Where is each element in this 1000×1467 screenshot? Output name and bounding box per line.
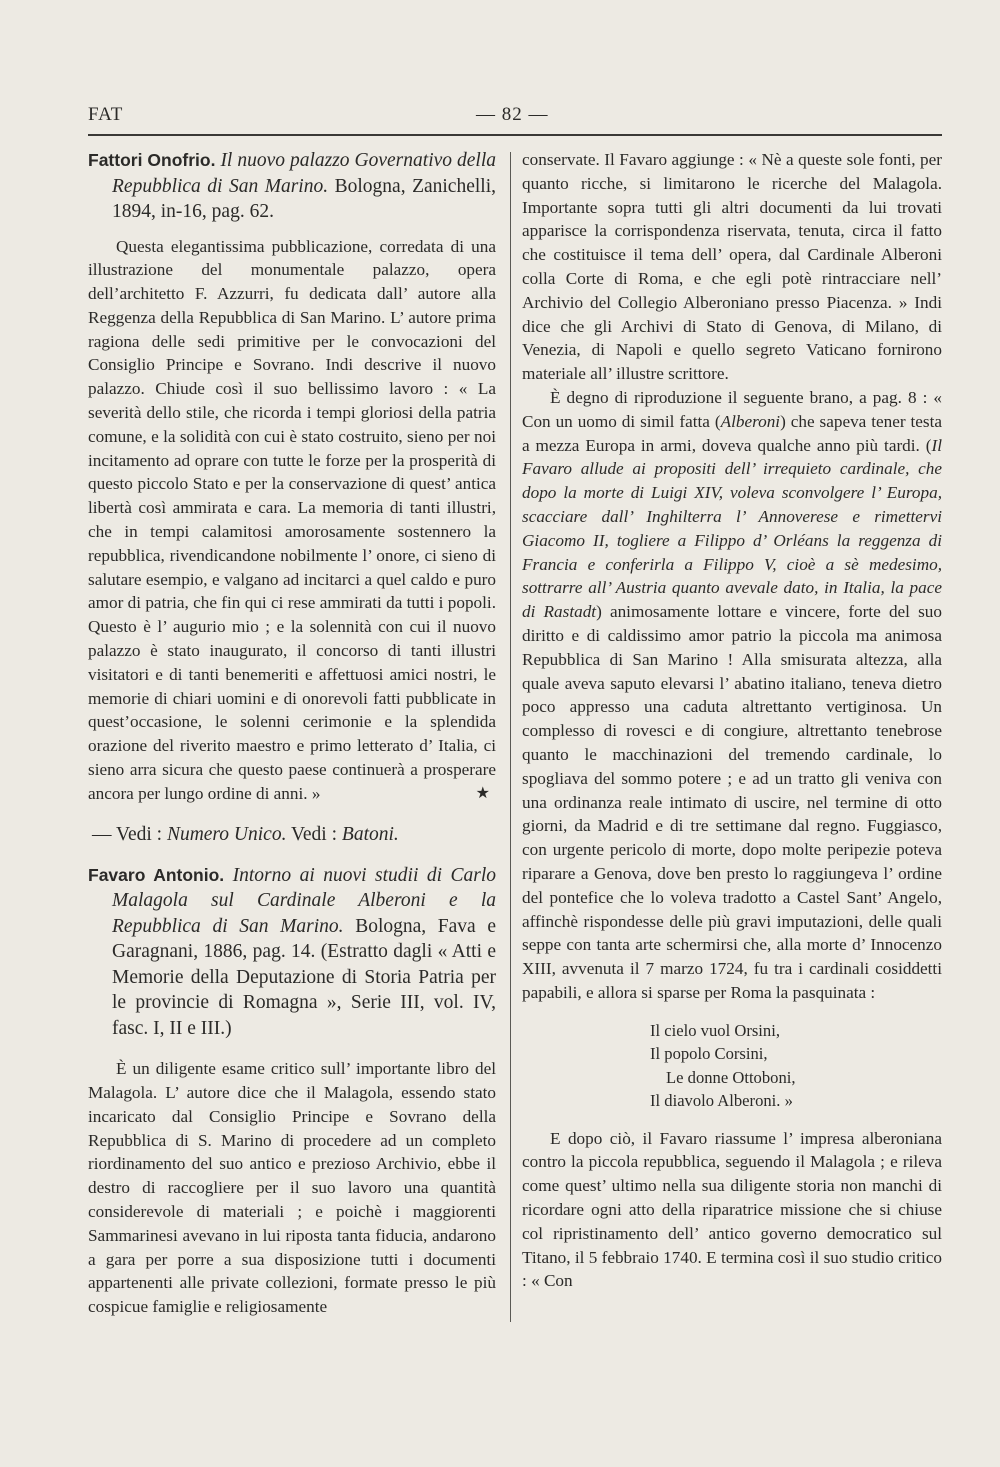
entry-author: Fattori Onofrio. bbox=[88, 150, 216, 170]
closing-paragraph: E dopo ciò, il Favaro riassume l’ impresa alberoniana contro la piccola repubblica, seguendo il Malagola ; e rileva come quest’ ultimo nella sua diligente storia non manchi di ricordare ogni atto della riparatrice missione che si chiuse col ripristinamento dell’ antico governo democratico sul Titano, il 5 febbraio 1740. E termina così il suo studio critico : « Con bbox=[522, 1128, 942, 1291]
header-rule bbox=[88, 134, 942, 136]
entry-title: Il nuovo palazzo Governativo della Repubblica di San Marino. bbox=[112, 150, 496, 197]
entry-body-fattori bbox=[88, 235, 496, 806]
see-also-ref-1: Numero Unico. bbox=[166, 823, 287, 845]
column-divider bbox=[510, 152, 511, 1322]
passage-text: È degno di riproduzione il seguente brano, a pag. 8 : « Con un uomo di simil fatta ( bbox=[522, 387, 942, 431]
see-also-line bbox=[88, 822, 496, 847]
verse-line: Il cielo vuol Orsini, bbox=[650, 1020, 780, 1040]
entry-heading-favaro bbox=[88, 863, 496, 1042]
entry-body-favaro-continued: conservate. Il Favaro aggiunge : « Nè a queste sole fonti, per quanto ricche, si limitarono le ricerche del Malagola. Importante sopra tutti gli altri documenti da lui trovati apparisce la corrispondenza riservata, tenuta, circa il fatto che costituisce il tema dell’ opera, dal Cardinale Alberoni colla Corte di Roma, e che egli potè rintracciare nell’ Archivio del Collegio Alberoniano presso Piacenza. » Indi dice che gli Archivi di Stato di Genova, di Milano, di Venezia, di Napoli e quello segreto Vaticano fornirono materiale all’ illustre scrittore. bbox=[522, 150, 942, 384]
page-number: — 82 — bbox=[476, 104, 549, 125]
passage-text: ) animosamente lottare e vincere, forte del suo diritto e di caldissimo amor patrio la piccola ma animosa Repubblica di San Marino ! Alla smisurata altezza, alla quale aveva saputo elevarsi l’ abatino italiano, teneva dietro poco appresso una caduta altrettanto vertiginosa. Un complesso di rovesci e di congiure, altrettanto tenebrose quanto le macchinazioni del tremendo cardinale, lo spogliava del sommo potere ; e ad un tratto gli veniva con una ordinanza reale intimato di uscire, nel termine di otto giorni, da Madrid e di tre settimane dal regno. Fuggiasco, con urgente pericolo di morte, dopo molte peripezie poteva riparare a Genova, dove ben presto lo raggiungeva l’ ordine del pontefice che lo voleva tradotto a Castel Sant’ Angelo, affinchè rispondesse delle più gravi imputazioni, delle quali seppe con tanta arte schermirsi che, alla morte d’ Innocenzo XIII, avvenuta il 7 marzo 1724, fu tra i cardinali cosiddetti papabili, e allora si sparse per Roma la pasquinata : bbox=[522, 602, 942, 1002]
page-header bbox=[88, 104, 940, 134]
passage-italic-note: Il Favaro allude ai propositi dell’ irrequieto cardinale, che dopo la morte di Luigi XIV, voleva sconvolgere l’ Europa, scacciare dall’ Inghilterra l’ Annoverese e rimettervi Giacomo II, togliere a Filippo d’ Orléans la reggenza di Francia e conferirla a Filippo V, cioè a sè medesimo, sottrarre all’ Austria quanto avevale dato, in Italia, la pace di Rastadt bbox=[522, 435, 942, 622]
entry-title: Intorno ai nuovi studii di Carlo Malagola sul Cardinale Alberoni e la Repubblica di San Marino. bbox=[112, 864, 497, 937]
see-also-label: — Vedi : bbox=[92, 823, 163, 845]
verse-line: Le donne Ottoboni, bbox=[666, 1067, 796, 1087]
pasquinade-verse bbox=[650, 1019, 942, 1113]
star-icon: ★ bbox=[475, 784, 490, 802]
entry-body-favaro-left: È un diligente esame critico sull’ importante libro del Malagola. L’ autore dice che il Malagola, essendo stato incaricato dal Consiglio Principe e Sovrano della Repubblica di S. Marino di procedere ad un completo riordinamento del suo antico e prezioso Archivio, ebbe il destro di raccogliere per il suo lavoro una quantità considerevole di materiali ; e poichè i maggiorenti Sammarinesi avevano in lui riposta tanta fiducia, andarono a gara per porre a sua disposizione tutti i documenti appartenenti alle private collezioni, formate presso le più cospicue famiglie e religiosamente bbox=[88, 1059, 496, 1317]
verse-line: Il diavolo Alberoni. » bbox=[650, 1091, 793, 1111]
left-column bbox=[88, 148, 496, 1319]
verse-line: Il popolo Corsini, bbox=[650, 1044, 768, 1064]
entry-heading-fattori bbox=[88, 148, 496, 225]
section-label: FAT bbox=[88, 104, 124, 125]
quoted-passage bbox=[522, 386, 942, 1005]
passage-italic: Alberoni bbox=[720, 411, 781, 431]
entry-imprint: Bologna, Zanichelli, 1894, in-16, pag. 62. bbox=[112, 175, 496, 222]
entry-imprint: Bologna, Fava e Garagnani, 1886, pag. 14. (Estratto dagli « Atti e Memorie della Deputazione di Storia Patria per le provincie di Romagna », Serie III, vol. IV, fasc. I, II e III.) bbox=[112, 915, 497, 1039]
entry-body-text: Questa elegantissima pubblicazione, corredata di una illustrazione del monumentale palazzo, opera dell’architetto F. Azzurri, fu dedicata dall’ autore alla Reggenza della Repubblica di San Marino. L’ autore prima ragiona delle sedi primitive per le convocazioni del Consiglio Principe e Sovrano. Indi descrive il nuovo palazzo. Chiude così il suo bellissimo lavoro : « La severità dello stile, che ricorda i tempi gloriosi della patria comune, e la solidità con cui è stato costruito, sieno per noi incitamento ad oprare con tutte le forze per la prosperità di questo piccolo Stato e per la conservazione di quest’ antica libertà così ammirata e cara. La memoria di tanti illustri, che in tempi calamitosi amorosamente sostennero la repubblica, rivendicandone nobilmente l’ onore, ci sieno di salutare esempio, e valgano ad incitarci a quel caldo e puro amor di patria, che fin qui ci rese ammirati da tutti i popoli. Questo è l’ augurio mio ; e la solennità con cui il nuovo palazzo è stato inaugurato, il concorso di tanti illustri visitatori e di tanti benemeriti e affettuosi amici nostri, le memorie di chiari uomini e di onorevoli fatti pubblicate in quest’occasione, le solenni cerimonie e la splendida orazione del riverito maestro e primo letterato d’ Italia, ci sieno arra sicura che questo paese continuerà a prosperare ancora per lungo ordine di anni. » bbox=[88, 236, 496, 803]
see-also-ref-2: Batoni. bbox=[341, 823, 399, 845]
right-column bbox=[522, 148, 942, 1293]
entry-author: Favaro Antonio. bbox=[88, 864, 225, 885]
passage-text: ) che sapeva tener testa a mezza Europa in armi, doveva qualche anno più tardi. ( bbox=[522, 411, 942, 455]
see-also-label-2: Vedi : bbox=[290, 823, 338, 845]
